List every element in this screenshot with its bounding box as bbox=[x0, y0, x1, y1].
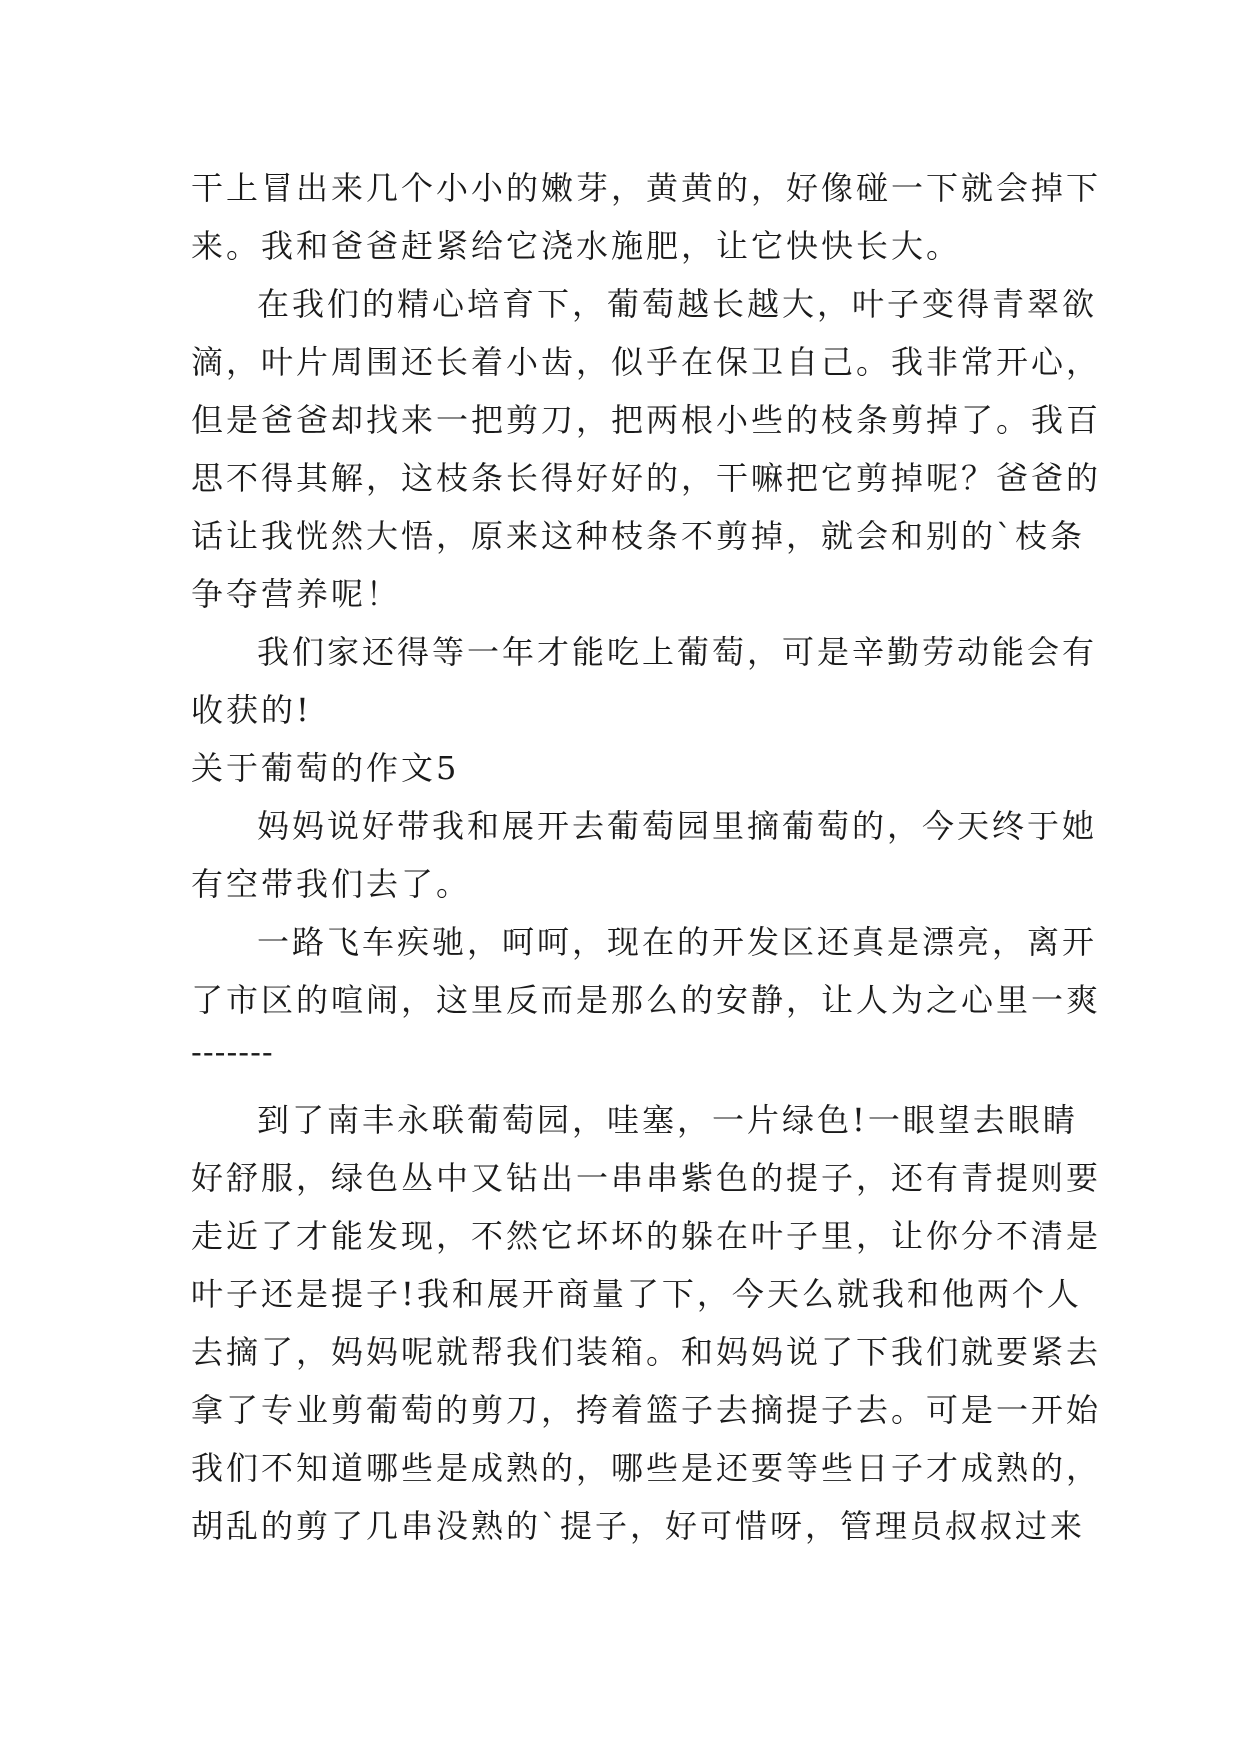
text-line: 争夺营养呢！ bbox=[191, 575, 402, 613]
text-line: 好舒服，绿色丛中又钻出一串串紫色的提子，还有青提则要 bbox=[191, 1159, 1102, 1197]
text-line: 来。我和爸爸赶紧给它浇水施肥，让它快快长大。 bbox=[191, 227, 962, 265]
text-line: 收获的! bbox=[191, 691, 312, 729]
text-line: 拿了专业剪葡萄的剪刀，挎着篮子去摘提子去。可是一开始 bbox=[191, 1391, 1102, 1429]
text-line: 妈妈说好带我和展开去葡萄园里摘葡萄的，今天终于她 bbox=[257, 807, 1098, 845]
text-line: 有空带我们去了。 bbox=[191, 865, 472, 903]
text-line: 走近了才能发现，不然它坏坏的躲在叶子里，让你分不清是 bbox=[191, 1217, 1102, 1255]
text-line: 我们不知道哪些是成熟的，哪些是还要等些日子才成熟的， bbox=[191, 1449, 1102, 1487]
text-line: 胡乱的剪了几串没熟的`提子，好可惜呀，管理员叔叔过来 bbox=[191, 1507, 1086, 1545]
text-line: 去摘了，妈妈呢就帮我们装箱。和妈妈说了下我们就要紧去 bbox=[191, 1333, 1102, 1371]
dash-line: ------- bbox=[191, 1033, 274, 1071]
text-line: 叶子还是提子!我和展开商量了下，今天么就我和他两个人 bbox=[191, 1275, 1082, 1313]
text-line: 在我们的精心培育下，葡萄越长越大，叶子变得青翠欲 bbox=[257, 285, 1098, 323]
text-line: 我们家还得等一年才能吃上葡萄，可是辛勤劳动能会有 bbox=[257, 633, 1098, 671]
text-line: 一路飞车疾驰，呵呵，现在的开发区还真是漂亮，离开 bbox=[257, 923, 1098, 961]
text-line: 到了南丰永联葡萄园，哇塞，一片绿色!一眼望去眼睛 bbox=[257, 1101, 1078, 1139]
text-line: 但是爸爸却找来一把剪刀，把两根小些的枝条剪掉了。我百 bbox=[191, 401, 1102, 439]
text-line: 了市区的喧闹，这里反而是那么的安静，让人为之心里一爽 bbox=[191, 981, 1102, 1019]
text-line: 干上冒出来几个小小的嫩芽，黄黄的，好像碰一下就会掉下 bbox=[191, 169, 1102, 207]
section-heading: 关于葡萄的作文5 bbox=[191, 749, 460, 787]
text-line: 话让我恍然大悟，原来这种枝条不剪掉，就会和别的`枝条 bbox=[191, 517, 1086, 555]
text-line: 滴，叶片周围还长着小齿，似乎在保卫自己。我非常开心， bbox=[191, 343, 1102, 381]
text-line: 思不得其解，这枝条长得好好的，干嘛把它剪掉呢？爸爸的 bbox=[191, 459, 1102, 497]
